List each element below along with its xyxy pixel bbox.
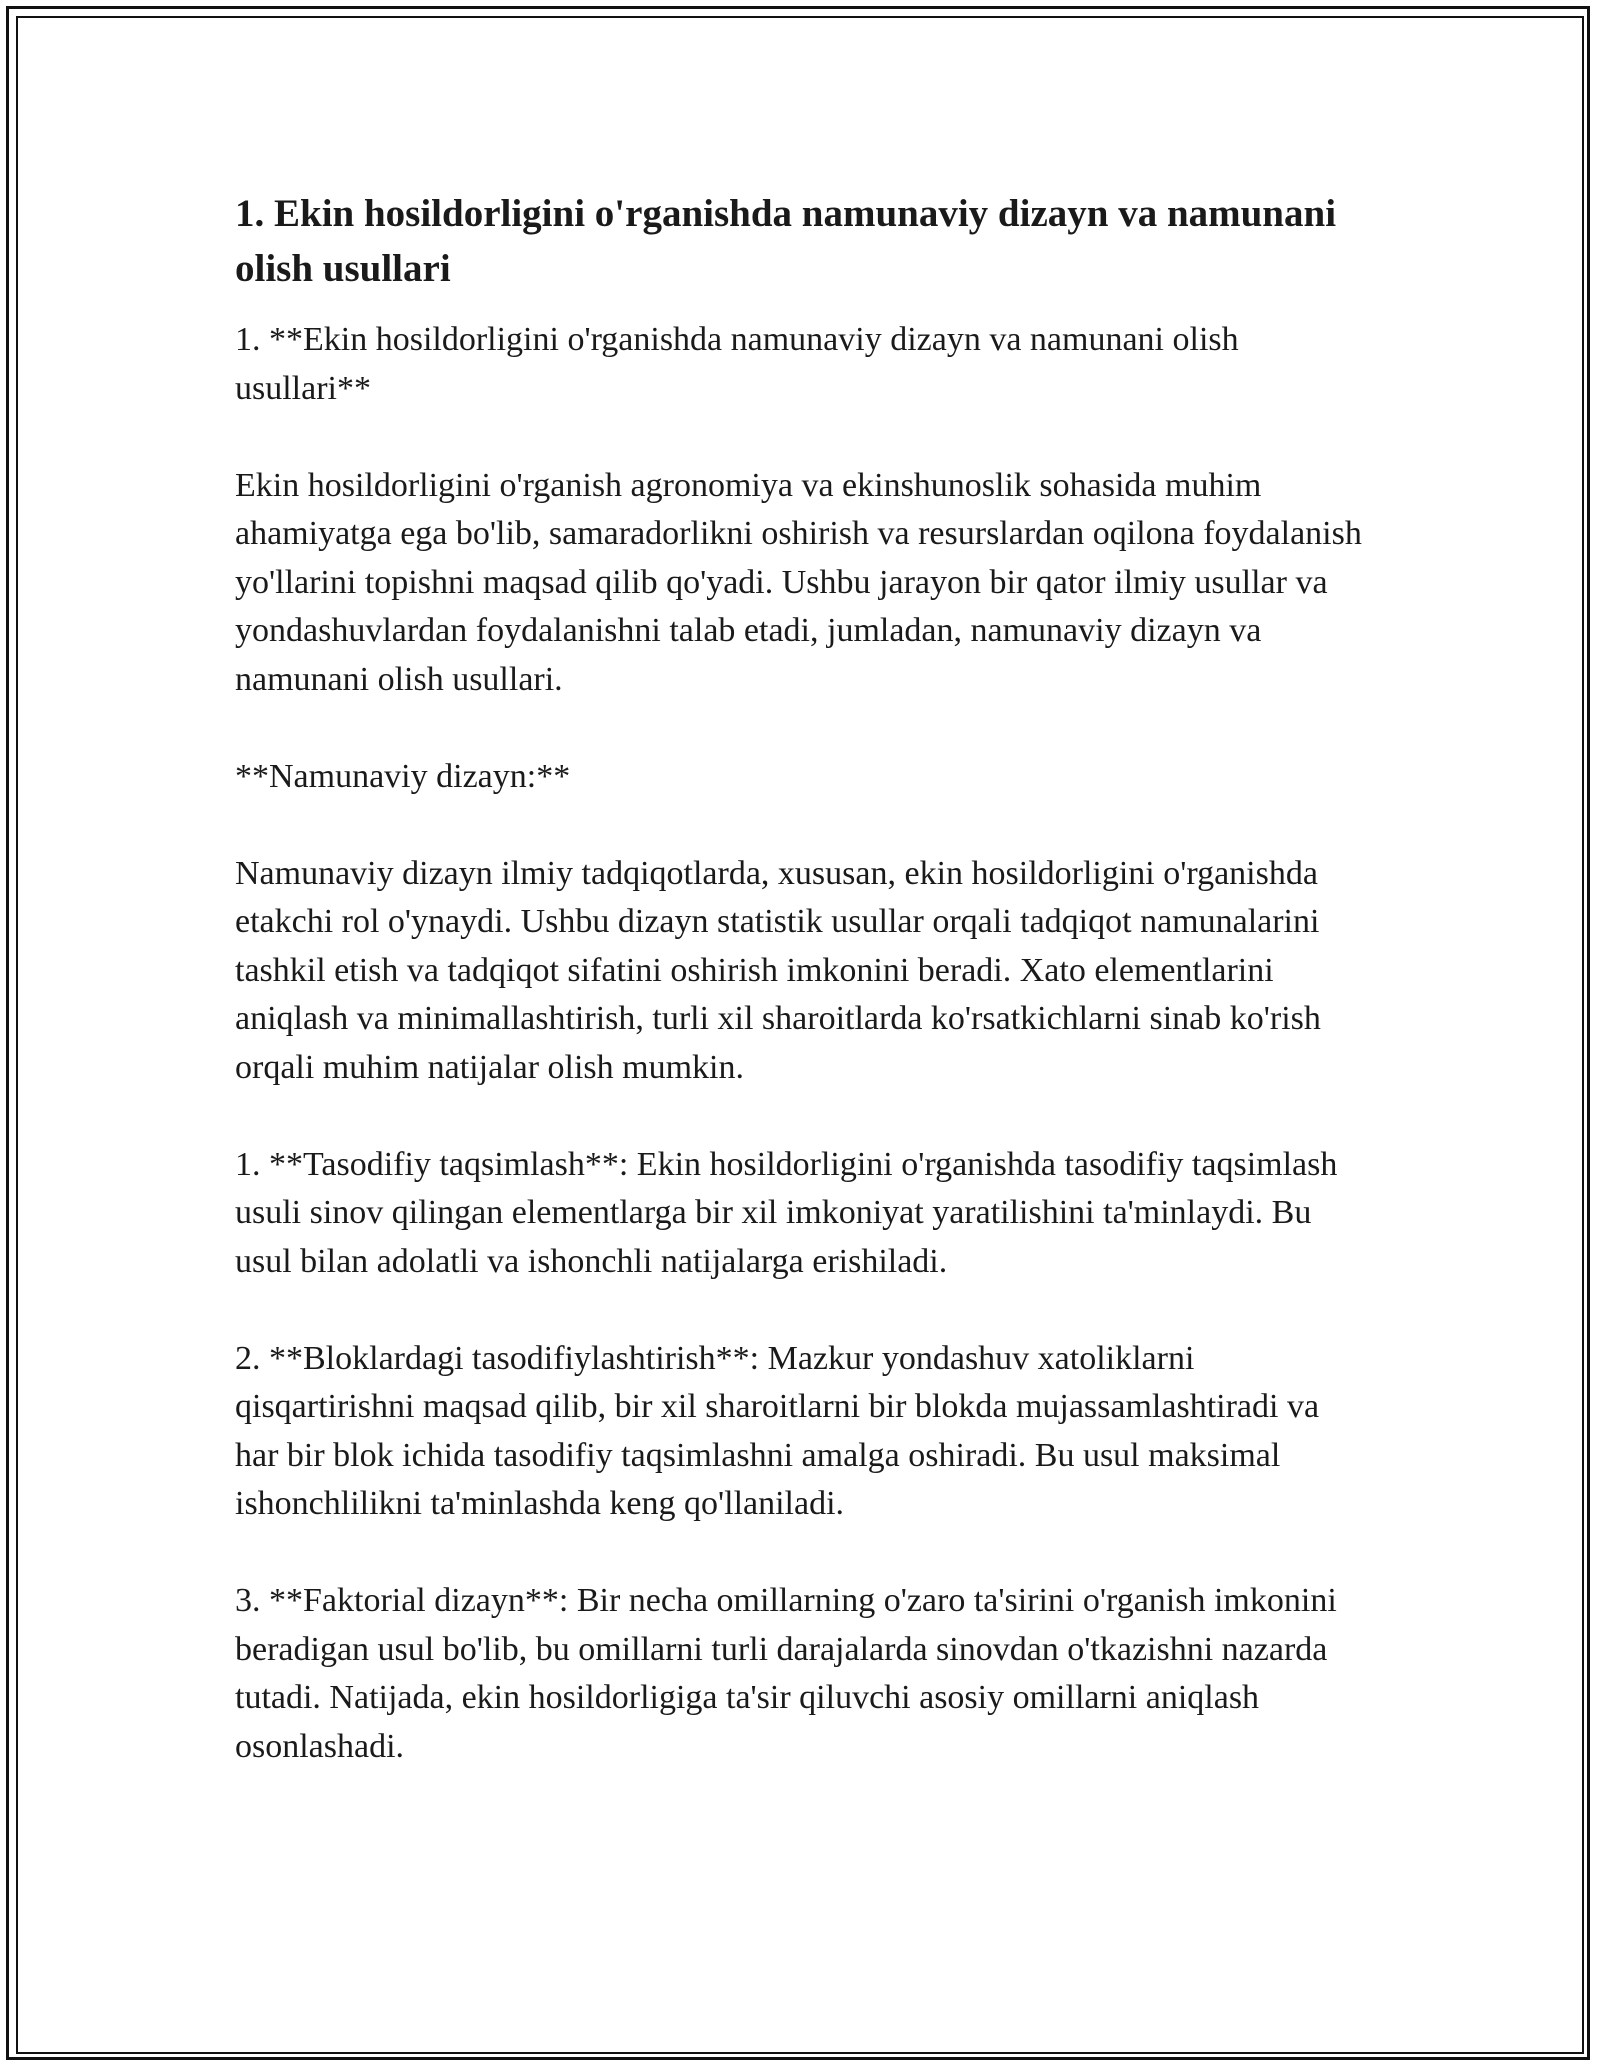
paragraph-sample-design: Namunaviy dizayn ilmiy tadqiqotlarda, xususan, ekin hosildorligini o'rganishda etakchi rol o'ynaydi. Ushbu dizayn statistik usullar orqali tadqiqot namunalarini tashkil etish va tadqiqot sifatini oshirish imkonini beradi. Xato elementlarini aniqlash va minimallashtirish, turli xil sharoitlarda ko'rsatkichlarni sinab ko'rish orqali muhim natijalar olish mumkin. [235,854,1321,1086]
paragraph-heading-repeat: 1. **Ekin hosildorligini o'rganishda namunaviy dizayn va namunani olish usullari** [235,321,1239,407]
list-item-factorial-design: 3. **Faktorial dizayn**: Bir necha omillarning o'zaro ta'sirini o'rganish imkonini beradigan usul bo'lib, bu omillarni turli darajalarda sinovdan o'tkazishni nazarda tutadi. Natijada, ekin hosildorligiga ta'sir qiluvchi asosiy omillarni aniqlash osonlashadi. [235,1582,1337,1765]
list-item-random-allocation: 1. **Tasodifiy taqsimlash**: Ekin hosildorligini o'rganishda tasodifiy taqsimlash usuli sinov qilingan elementlarga bir xil imkoniyat yaratilishini ta'minlaydi. Bu usul bilan adolatli va ishonchli natijalarga erishiladi. [235,1145,1338,1280]
list-item-block-randomization: 2. **Bloklardagi tasodifiylashtirish**: Mazkur yondashuv xatoliklarni qisqartirishni maqsad qilib, bir xil sharoitlarni bir blokda mujassamlashtiradi va har bir blok ichida tasodifiy taqsimlashni amalga oshiradi. Bu usul maksimal ishonchlilikni ta'minlashda keng qo'llaniladi. [235,1339,1320,1522]
document-body [235,186,1370,1820]
document-title: 1. Ekin hosildorligini o'rganishda namunaviy dizayn va namunani olish usullari [235,192,1337,290]
paragraph-intro: Ekin hosildorligini o'rganish agronomiya va ekinshunoslik sohasida muhim ahamiyatga ega bo'lib, samaradorlikni oshirish va resurslardan oqilona foydalanish yo'llarini topishni maqsad qilib qo'yadi. Ushbu jarayon bir qator ilmiy usullar va yondashuvlardan foydalanishni talab etadi, jumladan, namunaviy dizayn va namunani olish usullari. [235,466,1362,698]
paragraph-section-heading: **Namunaviy dizayn:** [235,757,571,795]
